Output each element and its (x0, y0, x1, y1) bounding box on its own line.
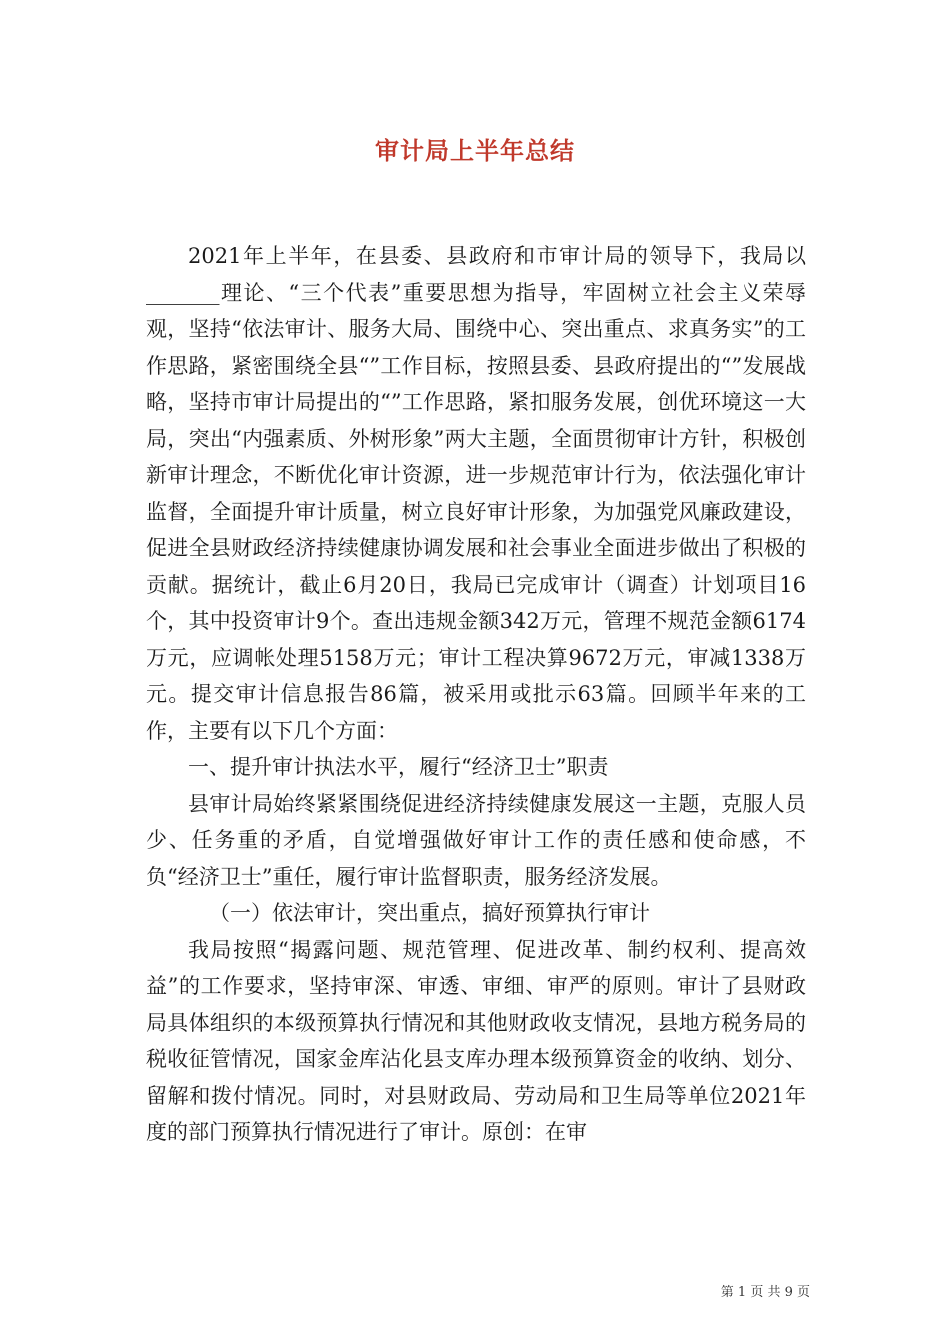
document-body (146, 238, 806, 1151)
document-title: 审计局上半年总结 (375, 137, 575, 165)
page-number: 第 1 页 共 9 页 (720, 1285, 810, 1300)
paragraph-subsection-1: 我局按照“揭露问题、规范管理、促进改革、制约权利、提高效益”的工作要求，坚持审深、审透、审细、审严的原则。审计了县财政局具体组织的本级预算执行情况和其他财政收支情况，县地方税务局的税收征管情况，国家金库沾化县支库办理本级预算资金的收纳、划分、留解和拨付情况。同时，对县财政局、劳动局和卫生局等单位2021年度的部门预算执行情况进行了审计。原创：在审 (146, 937, 806, 1144)
paragraph-section-1: 县审计局始终紧紧围绕促进经济持续健康发展这一主题，克服人员少、任务重的矛盾，自觉增强做好审计工作的责任感和使命感，不负“经济卫士”重任，履行审计监督职责，服务经济发展。 (146, 791, 806, 889)
section-heading-1: 一、提升审计执法水平，履行“经济卫士”职责 (188, 755, 609, 779)
subsection-heading-1: （一）依法审计，突出重点，搞好预算执行审计 (209, 901, 650, 925)
paragraph-intro: 2021年上半年，在县委、县政府和市审计局的领导下，我局以_______理论、“三个代表”重要思想为指导，牢固树立社会主义荣辱观，坚持“依法审计、服务大局、围绕中心、突出重点、求真务实”的工作思路，紧密围绕全县“”工作目标，按照县委、县政府提出的“”发展战略，坚持市审计局提出的“”工作思路，紧扣服务发展，创优环境这一大局，突出“内强素质、外树形象”两大主题，全面贯彻审计方针，积极创新审计理念，不断优化审计资源，进一步规范审计行为，依法强化审计监督，全面提升审计质量，树立良好审计形象，为加强党风廉政建设，促进全县财政经济持续健康协调发展和社会事业全面进步做出了积极的贡献。据统计，截止6月20日，我局已完成审计（调查）计划项目16个，其中投资审计9个。查出违规金额342万元，管理不规范金额6174万元，应调帐处理5158万元；审计工程决算9672万元，审减1338万元。提交审计信息报告86篇，被采用或批示63篇。回顾半年来的工作，主要有以下几个方面： (146, 244, 806, 743)
